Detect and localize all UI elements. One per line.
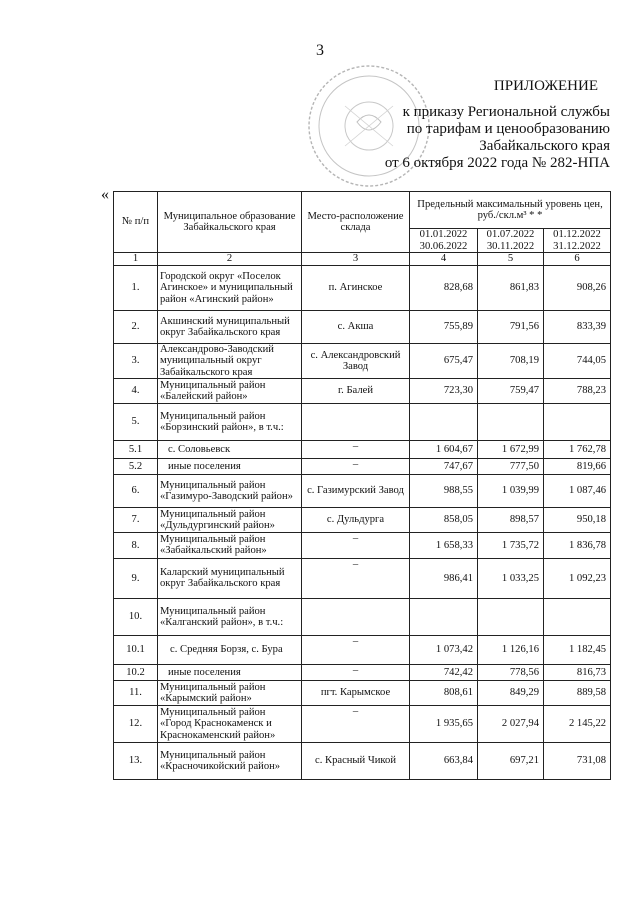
price-jul-nov-2022: 1 033,25 [478,558,544,598]
price-jul-nov-2022: 1 735,72 [478,532,544,558]
storage-location [302,598,410,635]
col-header-period: 01.12.2022 31.12.2022 [544,229,611,253]
row-number: 10. [114,598,158,635]
price-dec-2022: 819,66 [544,458,611,474]
price-table [113,191,611,780]
order-reference [280,104,610,172]
price-h1-2022: 723,30 [410,378,478,403]
storage-location: – [302,705,410,742]
price-h1-2022: 858,05 [410,507,478,532]
price-jul-nov-2022 [478,598,544,635]
row-number: 10.1 [114,635,158,664]
table-row [114,378,611,403]
table-row [114,474,611,507]
municipality-name: Муниципальный район «Дульдургинский район» [158,507,302,532]
price-dec-2022 [544,598,611,635]
price-h1-2022: 675,47 [410,344,478,379]
municipality-name: Муниципальный район «Забайкальский район» [158,532,302,558]
price-dec-2022: 1 087,46 [544,474,611,507]
table-row [114,742,611,779]
appendix-title: ПРИЛОЖЕНИЕ [493,78,598,94]
price-h1-2022: 1 658,33 [410,532,478,558]
row-number: 9. [114,558,158,598]
price-dec-2022: 1 092,23 [544,558,611,598]
table-row [114,440,611,458]
price-dec-2022: 1 182,45 [544,635,611,664]
row-number: 5. [114,403,158,440]
price-jul-nov-2022: 849,29 [478,680,544,705]
municipality-name: с. Соловьевск [158,440,302,458]
opening-quote: « [101,186,109,203]
order-line: от 6 октября 2022 года № 282-НПА [384,155,610,171]
table-row [114,664,611,680]
price-h1-2022: 747,67 [410,458,478,474]
table-row [114,680,611,705]
col-number: 5 [478,253,544,266]
table-row [114,558,611,598]
price-jul-nov-2022: 1 126,16 [478,635,544,664]
price-h1-2022 [410,403,478,440]
table-row [114,598,611,635]
municipality-name: Александрово-Заводский муниципальный округ Забайкальского края [158,344,302,379]
storage-location: г. Балей [302,378,410,403]
row-number: 5.1 [114,440,158,458]
price-dec-2022: 816,73 [544,664,611,680]
storage-location: – [302,664,410,680]
price-dec-2022: 908,26 [544,266,611,311]
table-row [114,266,611,311]
table-row [114,705,611,742]
price-dec-2022: 744,05 [544,344,611,379]
table-row [114,458,611,474]
price-h1-2022 [410,598,478,635]
municipality-name: Акшинский муниципальный округ Забайкальского края [158,311,302,344]
row-number: 7. [114,507,158,532]
storage-location: с. Акша [302,311,410,344]
price-jul-nov-2022: 791,56 [478,311,544,344]
col-header-period: 01.01.2022 30.06.2022 [410,229,478,253]
price-dec-2022: 2 145,22 [544,705,611,742]
table-row [114,507,611,532]
row-number: 11. [114,680,158,705]
col-header-num: № п/п [114,192,158,253]
price-jul-nov-2022: 778,56 [478,664,544,680]
col-number: 3 [302,253,410,266]
municipality-name: Муниципальный район «Город Краснокаменск и Краснокаменский район» [158,705,302,742]
price-dec-2022: 950,18 [544,507,611,532]
price-h1-2022: 1 604,67 [410,440,478,458]
price-dec-2022: 731,08 [544,742,611,779]
table-row [114,635,611,664]
price-dec-2022: 1 836,78 [544,532,611,558]
price-dec-2022: 889,58 [544,680,611,705]
col-number: 1 [114,253,158,266]
price-dec-2022 [544,403,611,440]
row-number: 3. [114,344,158,379]
price-jul-nov-2022: 1 039,99 [478,474,544,507]
price-jul-nov-2022: 777,50 [478,458,544,474]
price-dec-2022: 833,39 [544,311,611,344]
municipality-name: иные поселения [158,664,302,680]
price-h1-2022: 986,41 [410,558,478,598]
storage-location: с. Дульдурга [302,507,410,532]
municipality-name: Городской округ «Поселок Агинское» и муниципальный район «Агинский район» [158,266,302,311]
price-jul-nov-2022: 861,83 [478,266,544,311]
municipality-name: Муниципальный район «Калганский район», в т.ч.: [158,598,302,635]
price-h1-2022: 988,55 [410,474,478,507]
col-header-price-group: Предельный максимальный уровень цен, руб./скл.м³ * * [410,192,611,229]
order-line: по тарифам и ценообразованию [406,121,610,137]
price-h1-2022: 663,84 [410,742,478,779]
price-h1-2022: 808,61 [410,680,478,705]
table-row [114,311,611,344]
col-header-location: Место-расположение склада [302,192,410,253]
storage-location: пгт. Карымское [302,680,410,705]
row-number: 8. [114,532,158,558]
order-line: к приказу Региональной службы [402,104,610,120]
price-jul-nov-2022: 898,57 [478,507,544,532]
municipality-name: Муниципальный район «Борзинский район», в т.ч.: [158,403,302,440]
price-h1-2022: 1 935,65 [410,705,478,742]
storage-location: – [302,558,410,598]
row-number: 4. [114,378,158,403]
col-header-period: 01.07.2022 30.11.2022 [478,229,544,253]
storage-location: с. Александровский Завод [302,344,410,379]
order-line: Забайкальского края [479,138,610,154]
table-row [114,403,611,440]
municipality-name: Муниципальный район «Балейский район» [158,378,302,403]
municipality-name: Муниципальный район «Карымский район» [158,680,302,705]
storage-location: с. Красный Чикой [302,742,410,779]
storage-location: – [302,532,410,558]
row-number: 6. [114,474,158,507]
col-header-municipality: Муниципальное образование Забайкальского края [158,192,302,253]
storage-location [302,403,410,440]
municipality-name: Каларский муниципальный округ Забайкальского края [158,558,302,598]
row-number: 1. [114,266,158,311]
price-dec-2022: 788,23 [544,378,611,403]
storage-location: – [302,635,410,664]
price-h1-2022: 1 073,42 [410,635,478,664]
row-number: 2. [114,311,158,344]
municipality-name: Муниципальный район «Газимуро-Заводский район» [158,474,302,507]
price-jul-nov-2022: 697,21 [478,742,544,779]
storage-location: п. Агинское [302,266,410,311]
storage-location: – [302,458,410,474]
row-number: 12. [114,705,158,742]
price-jul-nov-2022: 1 672,99 [478,440,544,458]
price-jul-nov-2022: 759,47 [478,378,544,403]
municipality-name: иные поселения [158,458,302,474]
municipality-name: с. Средняя Борзя, с. Бура [158,635,302,664]
table-row [114,532,611,558]
col-number: 6 [544,253,611,266]
price-h1-2022: 742,42 [410,664,478,680]
municipality-name: Муниципальный район «Красночикойский район» [158,742,302,779]
row-number: 13. [114,742,158,779]
price-h1-2022: 755,89 [410,311,478,344]
price-jul-nov-2022 [478,403,544,440]
col-number: 2 [158,253,302,266]
price-dec-2022: 1 762,78 [544,440,611,458]
col-number: 4 [410,253,478,266]
row-number: 10.2 [114,664,158,680]
storage-location: – [302,440,410,458]
table-row [114,344,611,379]
page-number: 3 [316,42,324,59]
storage-location: с. Газимурский Завод [302,474,410,507]
price-jul-nov-2022: 2 027,94 [478,705,544,742]
price-jul-nov-2022: 708,19 [478,344,544,379]
price-h1-2022: 828,68 [410,266,478,311]
row-number: 5.2 [114,458,158,474]
